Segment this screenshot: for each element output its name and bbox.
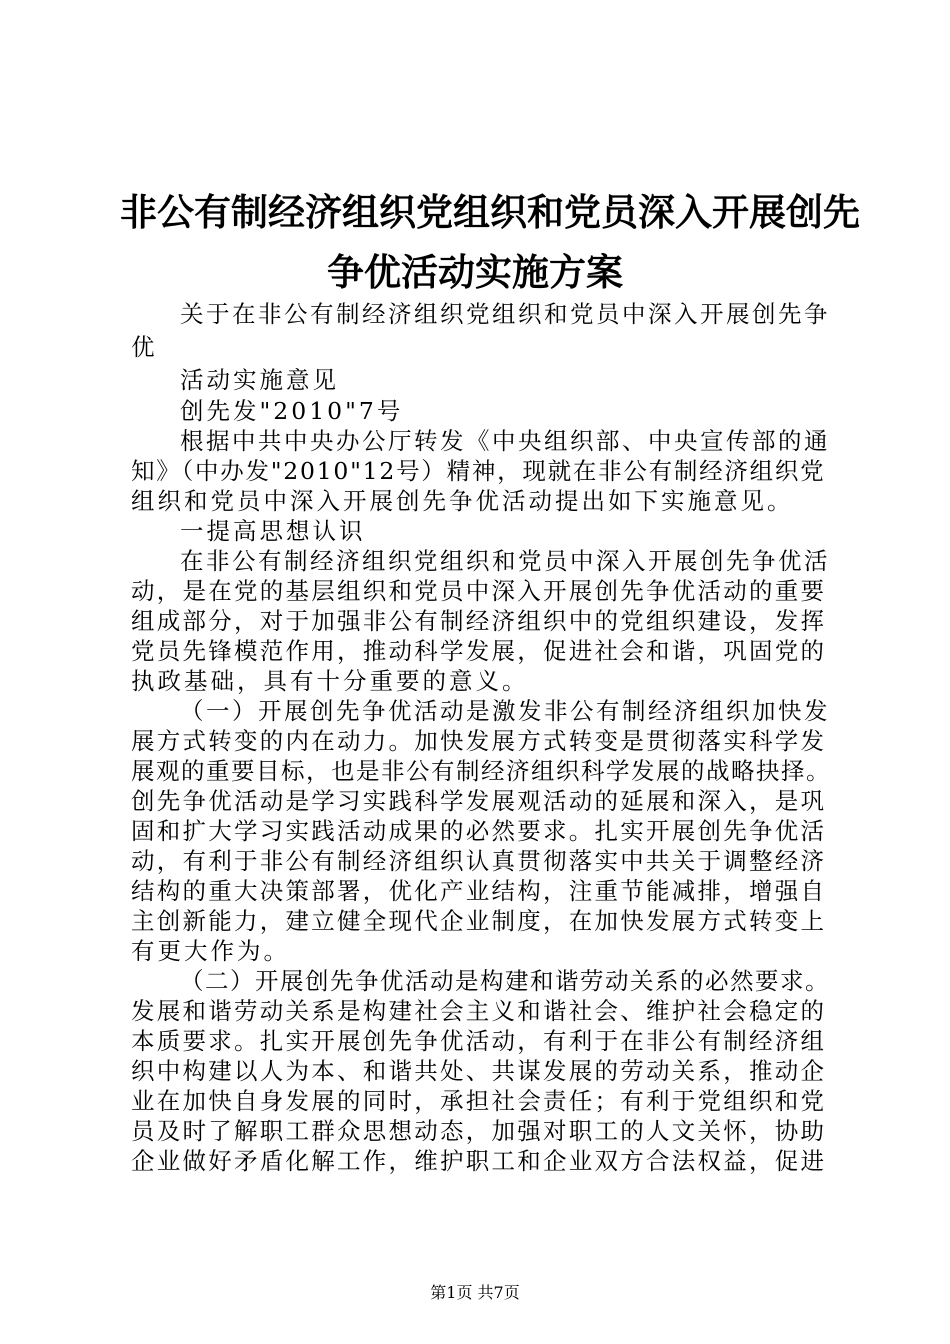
body-line: 员及时了解职工群众思想动态，加强对职工的人文关怀，协助 — [131, 1117, 827, 1145]
body-line: 知》（中办发"2010"12号）精神，现就在非公有制经济组织党 — [131, 457, 826, 485]
document-title-line-2: 争优活动实施方案 — [327, 250, 623, 294]
body-line: 业在加快自身发展的同时，承担社会责任；有利于党组织和党 — [131, 1087, 827, 1115]
body-line: 本质要求。扎实开展创先争优活动，有利于在非公有制经济组 — [131, 1027, 827, 1055]
body-line: （一）开展创先争优活动是激发非公有制经济组织加快发 — [180, 697, 830, 725]
body-line: 创先发"2010"7号 — [180, 397, 404, 425]
body-line: 活动实施意见 — [180, 366, 339, 394]
body-line: 固和扩大学习实践活动成果的必然要求。扎实开展创先争优活 — [131, 817, 827, 845]
body-line: 在非公有制经济组织党组织和党员中深入开展创先争优活 — [180, 547, 830, 575]
section-heading: 一提高思想认识 — [180, 517, 366, 545]
body-line: 织中构建以人为本、和谐共处、共谋发展的劳动关系，推动企 — [131, 1057, 827, 1085]
body-line: 组织和党员中深入开展创先争优活动提出如下实施意见。 — [131, 487, 794, 515]
body-line: 根据中共中央办公厅转发《中央组织部、中央宣传部的通 — [180, 427, 830, 455]
body-line: 动，有利于非公有制经济组织认真贯彻落实中共关于调整经济 — [131, 847, 827, 875]
body-line: 展观的重要目标，也是非公有制经济组织科学发展的战略抉择。 — [131, 757, 831, 785]
body-line: 结构的重大决策部署，优化产业结构，注重节能减排，增强自 — [131, 877, 827, 905]
body-line: 党员先锋模范作用，推动科学发展，促进社会和谐，巩固党的 — [131, 637, 827, 665]
body-line: 主创新能力，建立健全现代企业制度，在加快发展方式转变上 — [131, 907, 827, 935]
document-title-line-1: 非公有制经济组织党组织和党员深入开展创先 — [120, 190, 860, 234]
body-line: 创先争优活动是学习实践科学发展观活动的延展和深入，是巩 — [131, 787, 827, 815]
page-number-footer: 第1页 共7页 — [430, 1283, 520, 1302]
body-line: 展方式转变的内在动力。加快发展方式转变是贯彻落实科学发 — [131, 727, 827, 755]
body-line: 有更大作为。 — [131, 937, 290, 965]
body-line: （二）开展创先争优活动是构建和谐劳动关系的必然要求。 — [180, 967, 830, 995]
body-line: 优 — [131, 333, 158, 361]
body-line: 组成部分，对于加强非公有制经济组织中的党组织建设，发挥 — [131, 607, 827, 635]
body-line: 动，是在党的基层组织和党员中深入开展创先争优活动的重要 — [131, 577, 827, 605]
body-line: 发展和谐劳动关系是构建社会主义和谐社会、维护社会稳定的 — [131, 997, 827, 1025]
body-line: 执政基础，具有十分重要的意义。 — [131, 667, 529, 695]
body-line: 企业做好矛盾化解工作，维护职工和企业双方合法权益，促进 — [131, 1147, 827, 1175]
body-line: 关于在非公有制经济组织党组织和党员中深入开展创先争 — [180, 300, 830, 328]
